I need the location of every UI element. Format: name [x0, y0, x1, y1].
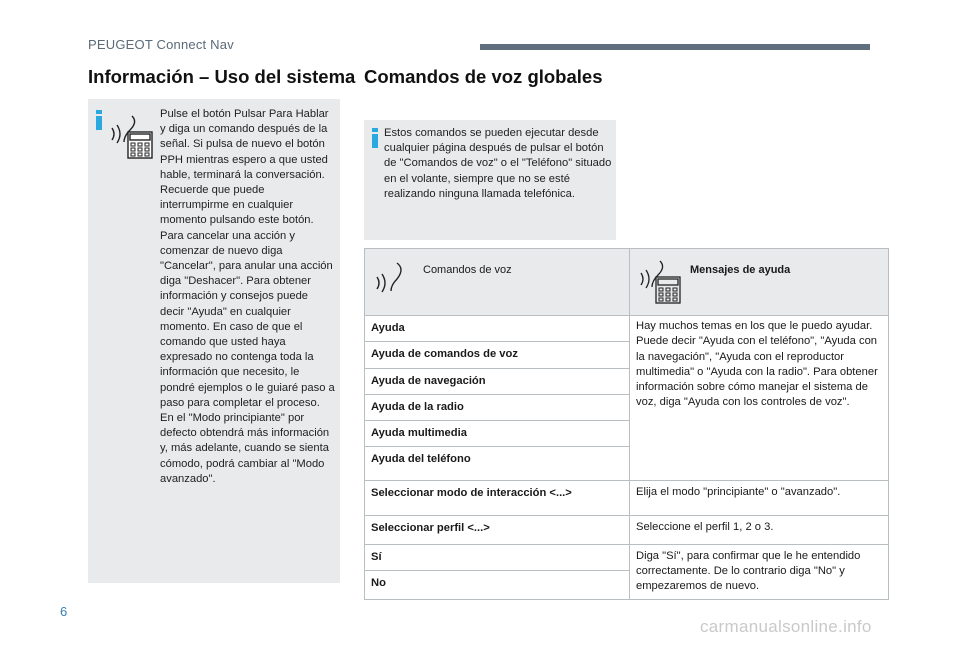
command-cell: Ayuda [365, 316, 630, 342]
page-number: 6 [60, 604, 68, 619]
right-body-text: Estos comandos se pueden ejecutar desde cualquier página después de pulsar el botón de "Comandos de voz" o el "Teléfono" situado en el volante, siempre que no se esté realizando ninguna llamada telefónica. [384, 127, 612, 200]
table-row [365, 544, 889, 570]
col1-header-cell [365, 249, 630, 316]
voice-command-icon [373, 259, 409, 304]
help-cell: Elija el modo "principiante" o "avanzado". [630, 480, 889, 515]
watermark: carmanualsonline.info [700, 617, 872, 636]
help-cell: Hay muchos temas en los que le puedo ayudar. Puede decir "Ayuda con el teléfono", "Ayuda con la navegación", "Ayuda con el reproductor multimedia" o "Ayuda con la radio". Para obtener información sobre cómo manejar el sistema de voz, diga "Ayuda con los controles de voz". [630, 316, 889, 481]
command-cell: Ayuda multimedia [365, 421, 630, 447]
help-cell: Diga "Sí", para confirmar que le he entendido correctamente. De lo contrario diga "No" y empezaremos de nuevo. [630, 544, 889, 599]
col2-header-label: Mensajes de ayuda [690, 264, 791, 276]
info-icon [370, 128, 380, 148]
command-cell: Ayuda del teléfono [365, 447, 630, 480]
command-cell: Ayuda de navegación [365, 368, 630, 394]
table-row [365, 480, 889, 515]
command-cell: No [365, 571, 630, 600]
voice-commands-table [364, 248, 889, 600]
table-header-row [365, 249, 889, 316]
table-row [365, 316, 889, 342]
col1-header-label: Comandos de voz [423, 264, 512, 276]
left-heading: Información – Uso del sistema [88, 66, 356, 87]
command-cell: Ayuda de comandos de voz [365, 342, 630, 368]
header-bar [480, 44, 870, 50]
command-cell: Seleccionar perfil <...> [365, 515, 630, 544]
left-body-text: Pulse el botón Pulsar Para Hablar y diga un comando después de la señal. Si pulsa de nuevo el botón PPH mientras espero a que usted hable, terminará la conversación. Recuerde que puede interrumpirme en cualquier momento pulsando este botón. Para cancelar una acción y comenzar de nuevo diga "Cancelar", para anular una acción diga "Deshacer". Para obtener información y consejos puede decir "Ayuda" en cualquier momento. En caso de que el comando que usted haya expresado no contenga toda la información que necesito, le pondré ejemplos o le guiaré paso a paso para completar el proceso. En el "Modo principiante" por defecto obtendrá más información y, más adelante, cuando se sienta cómodo, podrá cambiar al "Modo avanzado". [160, 108, 335, 485]
voice-keypad-icon [108, 112, 156, 165]
command-cell: Sí [365, 544, 630, 570]
header-title: PEUGEOT Connect Nav [88, 37, 234, 52]
voice-keypad-icon [638, 259, 682, 310]
command-cell: Seleccionar modo de interacción <...> [365, 480, 630, 515]
info-icon [94, 110, 104, 130]
command-cell: Ayuda de la radio [365, 394, 630, 420]
col2-header-cell [630, 249, 889, 316]
help-cell: Seleccione el perfil 1, 2 o 3. [630, 515, 889, 544]
table-row [365, 515, 889, 544]
right-heading: Comandos de voz globales [364, 66, 603, 87]
